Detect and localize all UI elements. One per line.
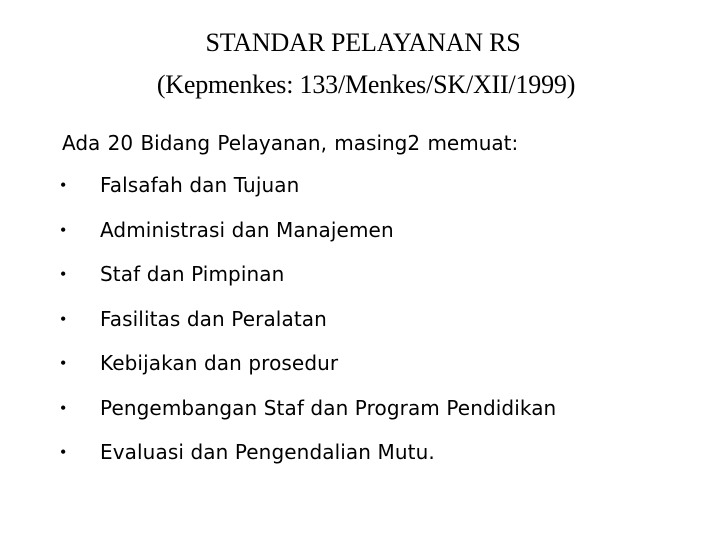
- list-item: [58, 437, 556, 467]
- list-item: [58, 393, 556, 423]
- list-item-label: Evaluasi dan Pengendalian Mutu.: [100, 440, 435, 464]
- bullet-icon: •: [60, 353, 67, 373]
- list-item-label: Kebijakan dan prosedur: [100, 351, 339, 375]
- list-item: [58, 170, 556, 200]
- bullet-icon: •: [60, 442, 67, 462]
- list-item: [58, 215, 556, 245]
- list-item: [58, 304, 556, 334]
- list-item-label: Administrasi dan Manajemen: [100, 217, 394, 242]
- bullet-icon: •: [60, 264, 67, 284]
- list-item: [58, 259, 556, 289]
- slide-subtitle: (Kepmenkes: 133/Menkes/SK/XII/1999): [156, 70, 576, 99]
- bullet-icon: •: [60, 308, 67, 329]
- intro-text: Ada 20 Bidang Pelayanan, masing2 memuat:: [62, 131, 519, 155]
- bullet-list: [58, 170, 556, 482]
- list-item-label: Falsafah dan Tujuan: [100, 173, 300, 197]
- title-block: [0, 22, 720, 106]
- slide-title: STANDAR PELAYANAN RS: [205, 28, 521, 57]
- list-item-label: Pengembangan Staf dan Program Pendidikan: [100, 395, 557, 420]
- list-item-label: Staf dan Pimpinan: [100, 262, 285, 286]
- bullet-icon: •: [60, 175, 67, 195]
- list-item-label: Fasilitas dan Peralatan: [100, 306, 327, 331]
- bullet-icon: •: [60, 397, 67, 418]
- list-item: [58, 348, 556, 378]
- bullet-icon: •: [60, 219, 67, 240]
